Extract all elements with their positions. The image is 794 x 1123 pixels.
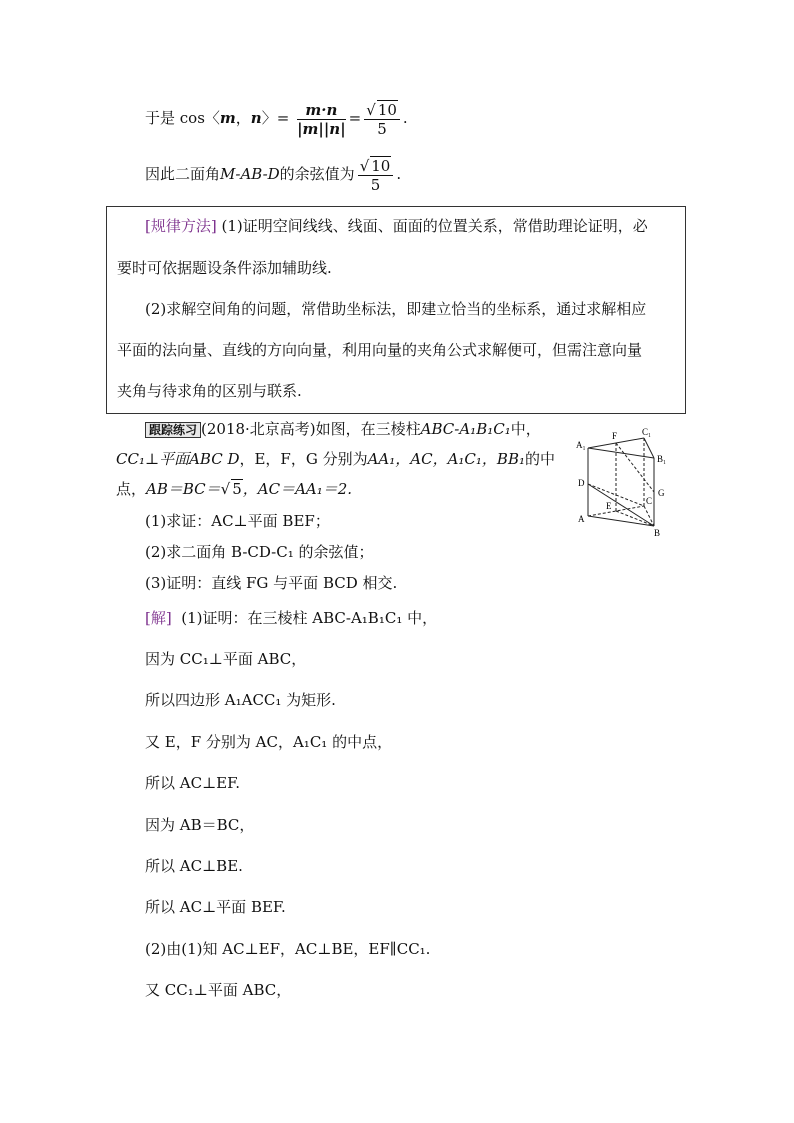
cosine-formula-line: 于是 cos〈m，n〉= $\frac{m\cdot n}{|m||n|}$ = $\frac{√ 10}{5}$ . (145, 100, 408, 138)
label-D: D (578, 478, 585, 488)
exercise-line-1: 跟踪练习 (2018·北京高考)如图，在三棱柱ABC-A₁B₁C₁中， (145, 418, 541, 439)
fraction-mn: $\frac{m\cdot n}{|m||n|}$ (297, 100, 346, 138)
solution-line-3: 所以四边形 A₁ACC₁ 为矩形. (145, 691, 336, 709)
exercise-badge: 跟踪练习 (145, 422, 201, 438)
solution-line-4: 又 E，F 分别为 AC，A₁C₁ 的中点， (145, 733, 393, 751)
label-G: G (658, 488, 665, 498)
solution-line-7: 所以 AC⊥BE. (145, 857, 243, 875)
solution-line-2: 因为 CC₁⊥平面 ABC， (145, 650, 307, 668)
solution-tag: [解] (145, 609, 172, 627)
prism-figure (572, 426, 672, 538)
method-box: [规律方法] (1)证明空间线线、线面、面面的位置关系，常借助理论证明，必 要时可依据题设条件添加辅助线. (2)求解空间角的问题，常借助坐标法，即建立恰当的坐标系，通过求解相应 平面的法向量、直线的方向向量，利用向量的夹角公式求解便可，但需注意向量 夹角与待求角的区别与联系. (106, 206, 686, 414)
question-2: (2)求二面角 B-CD-C₁ 的余弦值； (145, 543, 374, 561)
label-C1: C₁ (642, 427, 652, 437)
fraction-sqrt10-over-5-b: $\frac{√ 10}{5}$ (358, 156, 394, 194)
solution-line-10: 又 CC₁⊥平面 ABC， (145, 981, 292, 999)
dihedral-result-line: 因此二面角M-AB-D的余弦值为 $\frac{√ 10}{5}$ . (145, 157, 402, 194)
method-tag: [规律方法] (145, 217, 217, 235)
solution-line-1: [解] (1)证明：在三棱柱 ABC-A₁B₁C₁ 中， (145, 609, 438, 627)
label-A1: A₁ (576, 440, 586, 450)
solution-line-5: 所以 AC⊥EF. (145, 774, 240, 792)
solution-line-6: 因为 AB＝BC， (145, 816, 255, 834)
exercise-line-3: 点，AB＝BC＝√ 5，AC＝AA₁＝2. (116, 480, 353, 498)
solution-line-9: (2)由(1)知 AC⊥EF，AC⊥BE，EF∥CC₁. (145, 940, 431, 958)
question-3: (3)证明：直线 FG 与平面 BCD 相交. (145, 574, 398, 592)
label-B: B (654, 528, 661, 538)
label-E: E (606, 501, 612, 511)
exercise-line-2: CC₁⊥平面ABC D，E，F，G 分别为AA₁，AC，A₁C₁，BB₁的中 (116, 450, 555, 468)
label-B1: B₁ (657, 454, 667, 464)
label-F: F (612, 431, 618, 441)
question-1: (1)求证：AC⊥平面 BEF； (145, 512, 330, 530)
label-A: A (578, 514, 585, 524)
solution-line-8: 所以 AC⊥平面 BEF. (145, 898, 286, 916)
fraction-sqrt10-over-5: $\frac{√ 10}{5}$ (364, 100, 400, 138)
label-C: C (646, 496, 653, 506)
